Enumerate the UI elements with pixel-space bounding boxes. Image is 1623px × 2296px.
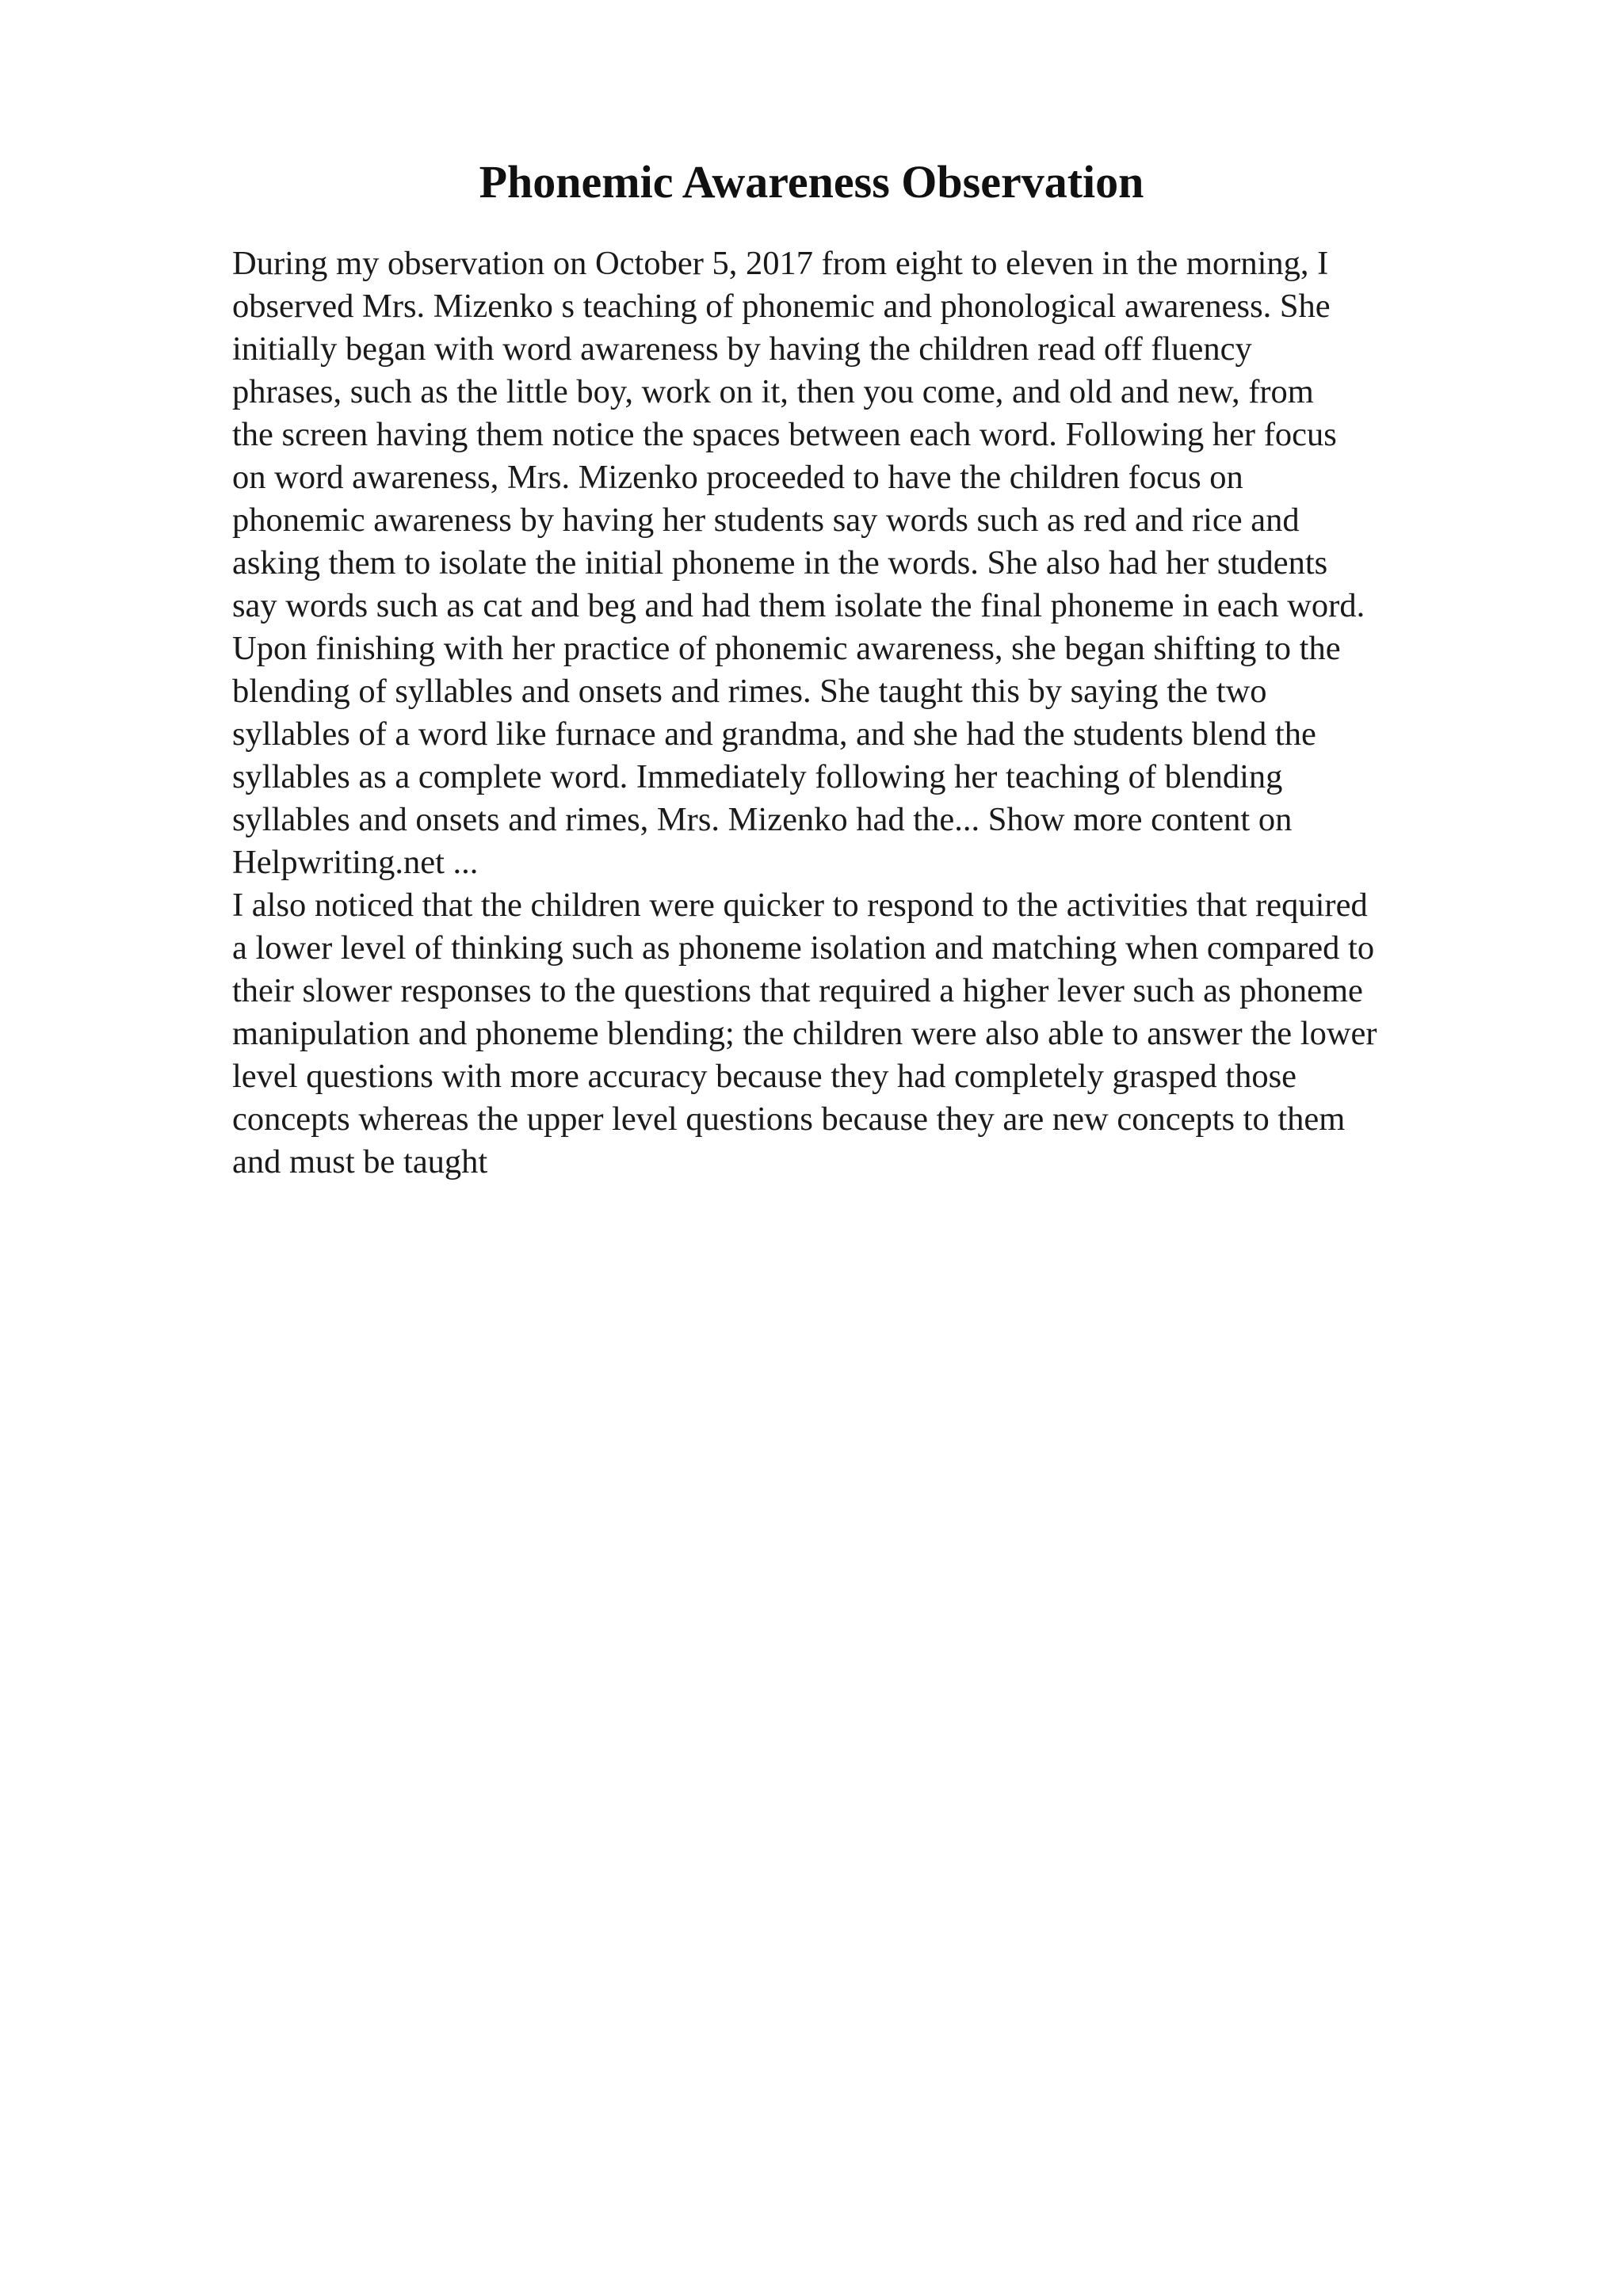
document-title: Phonemic Awareness Observation bbox=[479, 156, 1144, 208]
paragraph-observation: During my observation on October 5, 2017 from eight to eleven in the morning, I observed Mrs. Mizenko s teaching of phonemic and phonological awareness. She initially began with word awareness by having the children read off fluency phrases, such as the little boy, work on it, then you come, and old and new, from the screen having them notice the spaces between each word. Following her focus on word awareness, Mrs. Mizenko proceeded to have the children focus on phonemic awareness by having her students say words such as red and rice and asking them to isolate the initial phoneme in the words. She also had her students say words such as cat and beg and had them isolate the final phoneme in each word. Upon finishing with her practice of phonemic awareness, she began shifting to the blending of syllables and onsets and rimes. She taught this by saying the two syllables of a word like furnace and grandma, and she had the students blend the syllables as a complete word. Immediately following her teaching of blending syllables and onsets and rimes, Mrs. Mizenko had the... Show more content on Helpwriting.net ... bbox=[232, 245, 1365, 881]
paragraph-noticed: I also noticed that the children were quicker to respond to the activities that required a lower level of thinking such as phoneme isolation and matching when compared to their slower responses to the questions that required a higher lever such as phoneme manipulation and phoneme blending; the children were also able to answer the lower level questions with more accuracy because they had completely grasped those concepts whereas the upper level questions because they are new concepts to them and must be taught bbox=[232, 887, 1377, 1180]
document-body bbox=[232, 242, 1500, 1184]
